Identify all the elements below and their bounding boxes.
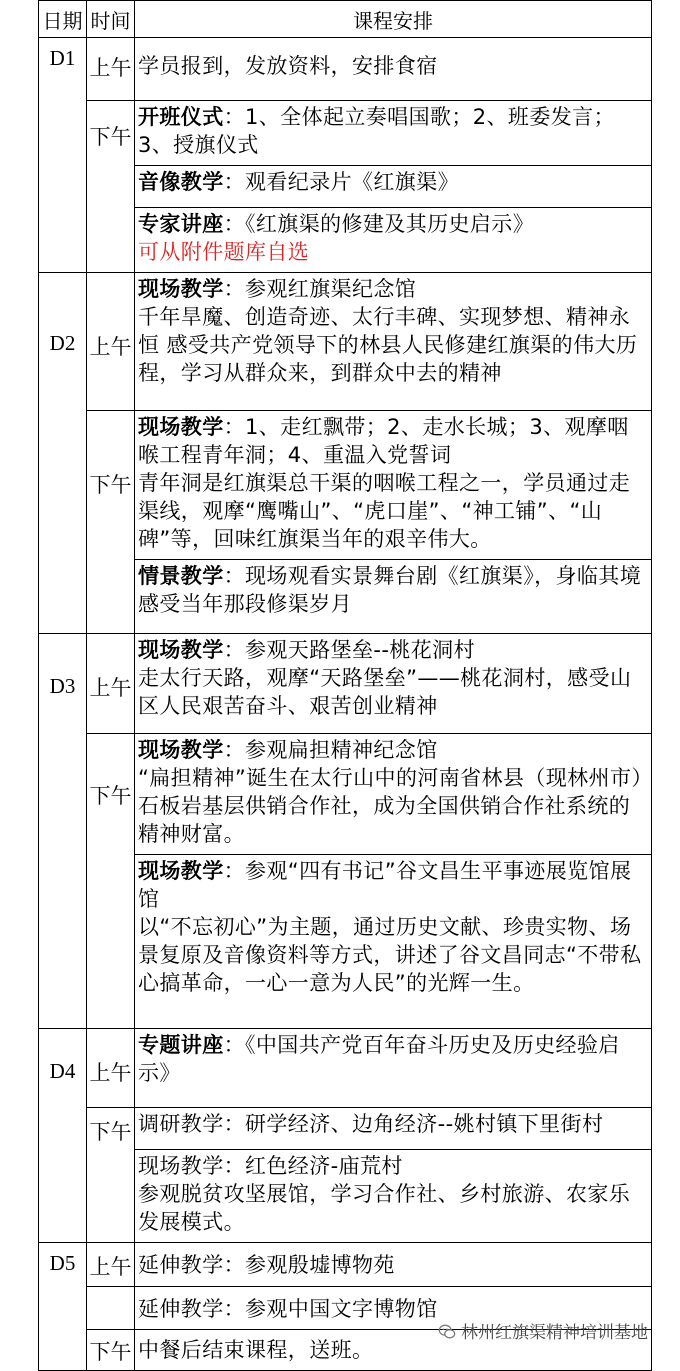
schedule-table	[38, 0, 652, 1371]
schedule-item: 现场教学：参观“四有书记”谷文昌生平事迹展览馆展馆 以“不忘初心”为主题，通过历史文献、珍贵实物、场景复原及音像资料等方式，讲述了谷文昌同志“不带私心搞革命，一心一意为人民”的光辉一生。	[135, 855, 652, 1029]
schedule-item: 现场教学：红色经济-庙荒村 参观脱贫攻坚展馆，学习合作社、乡村旅游、农家乐发展模式。	[135, 1150, 652, 1243]
schedule-item: 现场教学：参观扁担精神纪念馆 “扁担精神”诞生在太行山中的河南省林县（现林州市）石板岩基层供销合作社，成为全国供销合作社系统的精神财富。	[135, 734, 652, 855]
schedule-item: 现场教学：参观红旗渠纪念馆 千年旱魔、创造奇迹、太行丰碑、实现梦想、精神永恒 感受共产党领导下的林县人民修建红旗渠的伟大历程，学习从群众来，到群众中去的精神	[135, 273, 652, 411]
schedule-item: 专家讲座：《红旗渠的修建及其历史启示》 可从附件题库自选	[135, 208, 652, 273]
schedule-item: 音像教学：观看纪录片《红旗渠》	[135, 166, 652, 208]
wechat-icon	[438, 1323, 456, 1341]
schedule-item: 现场教学：参观天路堡垒--桃花洞村 走太行天路，观摩“天路堡垒”——桃花洞村，感受山区人民艰苦奋斗、艰苦创业精神	[135, 634, 652, 734]
table-row	[39, 38, 652, 101]
note-text: 可从附件题库自选	[138, 240, 310, 264]
schedule-item: 延伸教学：参观中国文字博物馆	[135, 1287, 652, 1330]
header-time: 时间	[87, 1, 135, 38]
day-label: D1	[39, 38, 87, 273]
table-row	[39, 734, 652, 855]
schedule-item: 情景教学：现场观看实景舞台剧《红旗渠》，身临其境感受当年那段修渠岁月	[135, 560, 652, 634]
header-schedule: 课程安排	[135, 1, 652, 38]
table-row	[39, 1029, 652, 1108]
schedule-item: 延伸教学：参观殷墟博物苑	[135, 1243, 652, 1287]
time-label: 下午	[87, 1108, 135, 1243]
table-row	[39, 1243, 652, 1287]
time-label: 下午	[87, 411, 135, 634]
schedule-item: 学员报到，发放资料，安排食宿	[135, 38, 652, 101]
watermark	[438, 1318, 648, 1343]
schedule-item: 开班仪式：1、全体起立奏唱国歌；2、班委发言；3、授旗仪式	[135, 101, 652, 166]
table-row	[39, 411, 652, 560]
table-row	[39, 1108, 652, 1150]
schedule-item: 现场教学：1、走红飘带；2、走水长城；3、观摩咽喉工程青年洞；4、重温入党誓词 青年洞是红旗渠总干渠的咽喉工程之一，学员通过走渠线，观摩“鹰嘴山”、“虎口崖”、“神工铺”、“山碑”等，回味红旗渠当年的艰辛伟大。	[135, 411, 652, 560]
header-row	[39, 1, 652, 38]
time-label: 下午	[87, 1330, 135, 1371]
time-label: 下午	[87, 734, 135, 1029]
day-label: D5	[39, 1243, 87, 1371]
watermark-text: 林州红旗渠精神培训基地	[461, 1323, 648, 1343]
header-date: 日期	[39, 1, 87, 38]
time-label: 上午	[87, 1243, 135, 1287]
day-label: D2	[39, 273, 87, 634]
table-row	[39, 634, 652, 734]
schedule-item: 专题讲座：《中国共产党百年奋斗历史及历史经验启示》	[135, 1029, 652, 1108]
time-label: 上午	[87, 38, 135, 101]
day-label: D4	[39, 1029, 87, 1243]
time-label: 下午	[87, 101, 135, 273]
day-label: D3	[39, 634, 87, 1029]
schedule-item: 中餐后结束课程，送班。	[135, 1330, 652, 1371]
table-row	[39, 273, 652, 411]
schedule-item: 调研教学：研学经济、边角经济--姚村镇下里街村	[135, 1108, 652, 1150]
time-label: 上午	[87, 634, 135, 734]
table-row	[39, 101, 652, 166]
time-label: 上午	[87, 273, 135, 411]
time-label: 上午	[87, 1029, 135, 1108]
